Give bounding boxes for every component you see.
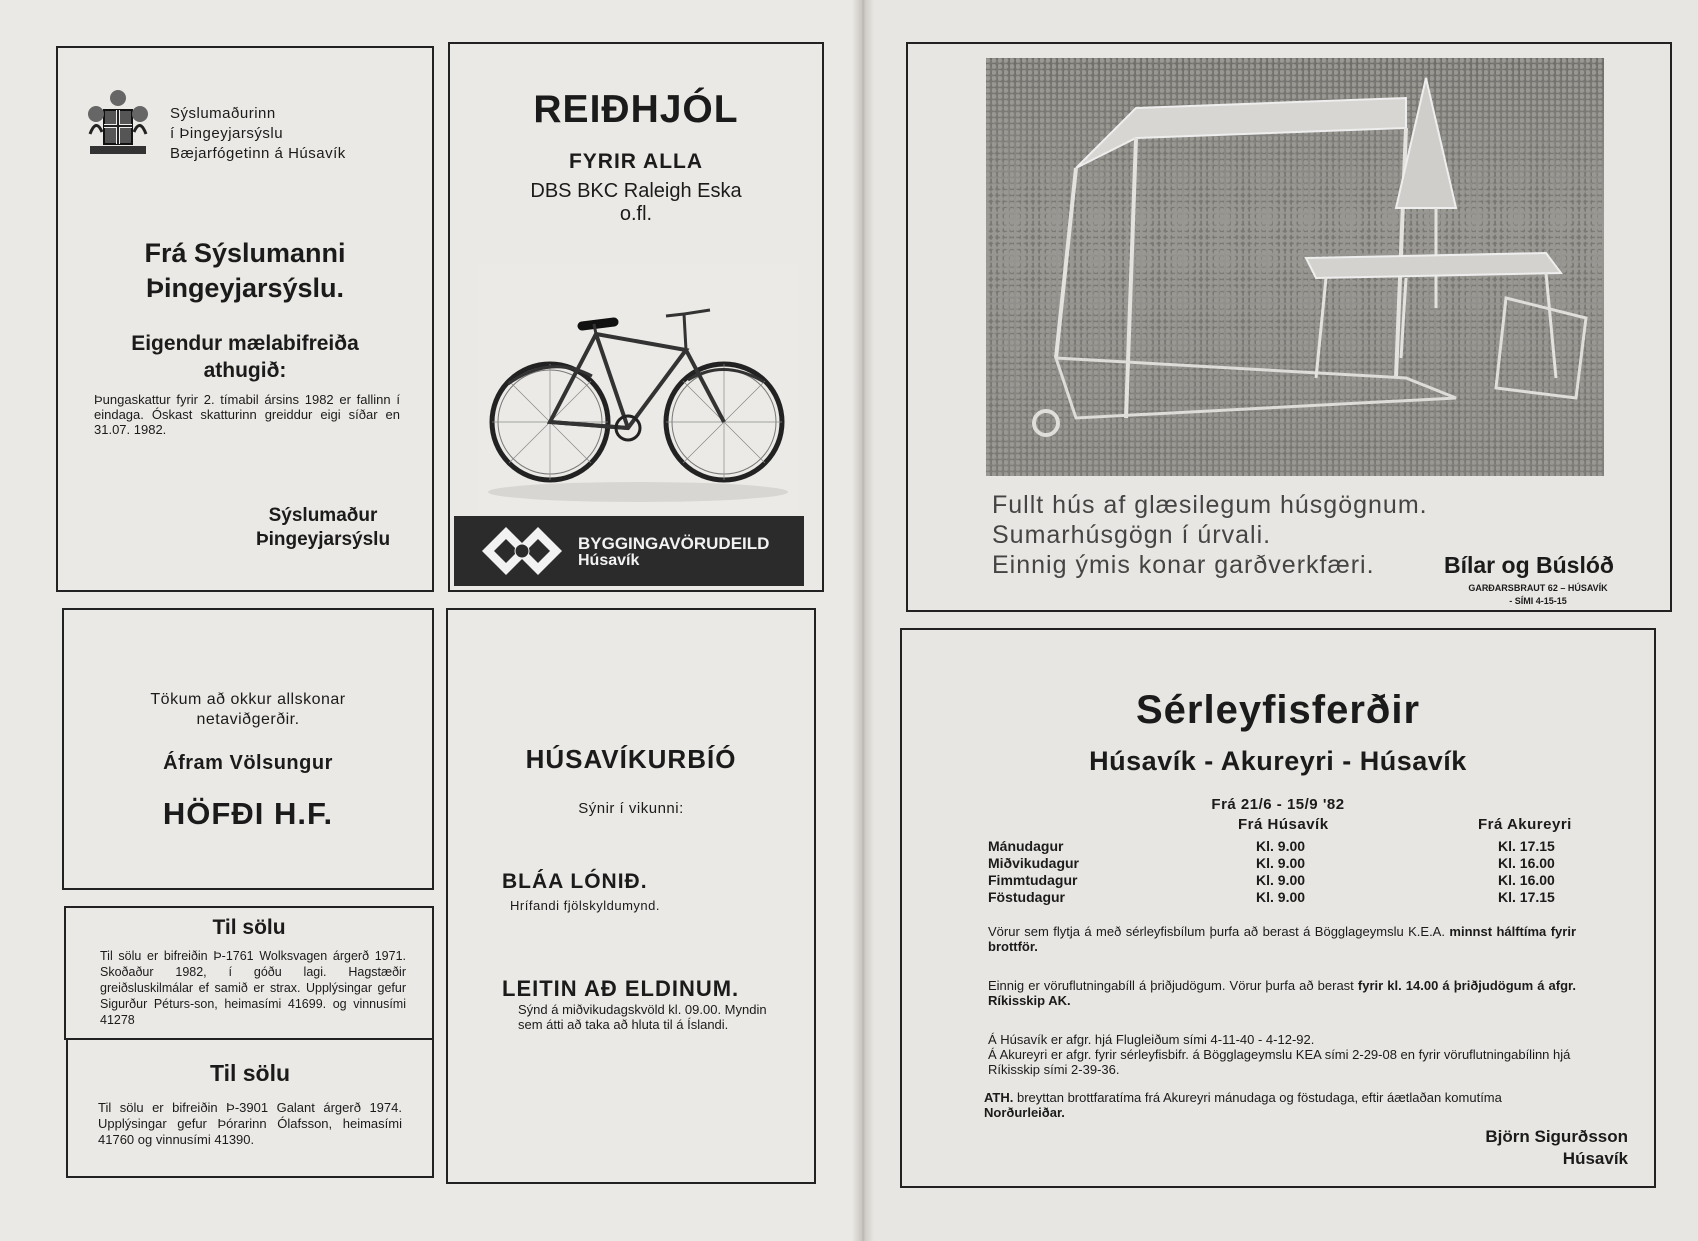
- paragraph-emphasis: fyrir kl. 14.00 á þriðjudögum á afgr. Ríkisskip AK.: [988, 978, 1576, 1008]
- serleyfi-paragraph-1: [988, 924, 1576, 954]
- bicycle-brands: [450, 180, 822, 226]
- bicycle-photo: [478, 264, 798, 514]
- paragraph-text: breyttan brottfaratíma frá Akureyri mánudaga og föstudaga, eftir áætlaðan komutíma: [1013, 1090, 1502, 1105]
- hofdi-line: netaviðgerðir.: [196, 711, 300, 728]
- hofdi-line: Tökum að okkur allskonar: [150, 691, 346, 708]
- akureyri-time-cell: Kl. 16.00: [1498, 855, 1555, 871]
- subtitle-line: Eigendur mælabifreiða: [131, 332, 359, 355]
- paragraph-text: Vörur sem flytja á með sérleyfisbílum þurfa að berast á Bögglageymslu K.E.A.: [988, 924, 1450, 939]
- serleyfi-route: Húsavík - Akureyri - Húsavík: [1089, 746, 1467, 776]
- bilar-line: Einnig ýmis konar garðverkfæri.: [992, 551, 1375, 579]
- akureyri-time-cell: Kl. 17.15: [1498, 889, 1555, 905]
- title-line: Frá Sýslumanni: [144, 238, 346, 268]
- til-solu-ad-1: [64, 906, 434, 1040]
- office-header: [170, 104, 346, 164]
- husavik-time-cell: Kl. 9.00: [1256, 889, 1306, 905]
- bilar-address: GARÐARSBRAUT 62 – HÚSAVÍK: [1468, 583, 1608, 593]
- film-2-description: Sýnd á miðvikudagskvöld kl. 09.00. Myndin sem átti að taka að hluta til á Íslandi.: [518, 1002, 767, 1032]
- office-header-line: Bæjarfógetinn á Húsavík: [170, 145, 346, 162]
- til-solu-title: Til sölu: [209, 1060, 291, 1086]
- department-town: Húsavík: [578, 552, 640, 569]
- signature-town: Húsavík: [1562, 1149, 1628, 1168]
- signature-line: Þingeyjarsýslu: [255, 529, 391, 550]
- syslumadur-subtitle: [58, 330, 432, 384]
- reidhjol-title: REIÐHJÓL: [533, 88, 739, 131]
- subtitle-line: athugið:: [203, 359, 287, 382]
- serleyfi-title: Sérleyfisferðir: [1135, 688, 1421, 732]
- bus-schedule-table: [988, 838, 1555, 906]
- husavikurbio-ad: [446, 608, 816, 1184]
- bilar-line: Fullt hús af glæsilegum húsgögnum.: [992, 491, 1428, 519]
- til-solu-title: Til sölu: [212, 916, 286, 939]
- husavik-time-cell: Kl. 9.00: [1256, 855, 1306, 871]
- signature-name: Björn Sigurðsson: [1485, 1127, 1628, 1146]
- reidhjol-ad: [448, 42, 824, 592]
- day-cell: Fimmtudagur: [988, 872, 1078, 888]
- paragraph-emphasis: minnst hálftíma fyrir brottför.: [988, 924, 1577, 954]
- office-header-line: í Þingeyjarsýslu: [170, 125, 284, 142]
- signature-line: Sýslumaður: [268, 505, 378, 526]
- hofdi-text: [64, 690, 432, 730]
- paragraph-text: Einnig er vöruflutningabíll á þriðjudögum. Vörur þurfa að berast: [988, 978, 1358, 993]
- til-solu-body: Til sölu er bifreiðin Þ-3901 Galant árgerð 1974. Upplýsingar gefur Þórarinn Ólafsson, heimasími 41760 og vinnusími 41390.: [98, 1100, 402, 1147]
- column-from-akureyri: Frá Akureyri: [1478, 816, 1572, 833]
- schedule-row: [988, 889, 1555, 906]
- film-1-description: Hrífandi fjölskyldumynd.: [510, 898, 660, 913]
- serleyfisferdir-ad: [900, 628, 1656, 1188]
- bilar-line: Sumarhúsgögn í úrvali.: [992, 521, 1272, 549]
- serleyfi-paragraph-4: [984, 1090, 1576, 1120]
- page-gutter: [852, 0, 874, 1241]
- garden-furniture-photo: [986, 58, 1604, 476]
- bilar-text: [992, 490, 1428, 580]
- paragraph-line: Á Akureyri er afgr. fyrir sérleyfisbifr. á Bögglageymslu KEA sími 2-29-08 en fyrir vöruflutningabílinn hjá Ríkisskip sími 2-39-36.: [988, 1047, 1571, 1077]
- syslumadur-signature: [218, 504, 428, 552]
- paragraph-line: Á Húsavík er afgr. hjá Flugleiðum sími 4-11-40 - 4-12-92.: [988, 1032, 1315, 1047]
- bilar-phone: - SÍMI 4-15-15: [1509, 596, 1567, 606]
- cinema-intro: Sýnir í vikunni:: [578, 800, 684, 817]
- bilar-company: Bílar og Búslóð: [1444, 552, 1614, 578]
- serleyfi-paragraph-2: [988, 978, 1576, 1008]
- brands-line: o.fl.: [619, 203, 653, 225]
- bilar-contact: [1428, 582, 1648, 608]
- serleyfi-period: Frá 21/6 - 15/9 '82: [1211, 796, 1345, 813]
- schedule-row: [988, 838, 1555, 855]
- syslumadur-ad: [56, 46, 434, 592]
- day-cell: Mánudagur: [988, 838, 1064, 854]
- til-solu-body: Til sölu er bifreiðin Þ-1761 Wolksvagen árgerð 1971. Skoðaður 1982, í góðu lagi. Hagstæðir greiðsluskilmálar ef samið er strax. Upplýsingar gefur Sigurður Péturs-son, heimasími 41699. og vinnusími 41278: [100, 949, 406, 1027]
- serleyfi-signature: [1485, 1126, 1628, 1170]
- film-2-title: LEITIN AÐ ELDINUM.: [502, 976, 740, 1001]
- schedule-row: [988, 855, 1555, 872]
- title-line: Þingeyjarsýslu.: [145, 273, 345, 303]
- husavik-time-cell: Kl. 9.00: [1256, 872, 1306, 888]
- day-cell: Miðvikudagur: [988, 855, 1080, 871]
- kb-building-department-logo: [454, 516, 804, 586]
- reidhjol-subtitle: FYRIR ALLA: [568, 150, 704, 173]
- kb-emblem-icon: [480, 524, 564, 578]
- hofdi-ad: [62, 608, 434, 890]
- brands-line: DBS BKC Raleigh Eska: [530, 180, 742, 202]
- syslumadur-title: [58, 236, 432, 306]
- department-name: BYGGINGAVÖRUDEILD: [578, 534, 770, 553]
- bilar-ad: [906, 42, 1672, 612]
- hofdi-company: HÖFÐI H.F.: [162, 796, 334, 831]
- husavik-time-cell: Kl. 9.00: [1256, 838, 1306, 854]
- syslumadur-notice: Þungaskattur fyrir 2. tímabil ársins 1982 er fallinn í eindaga. Óskast skatturinn greiddur eigi síðar en 31.07. 1982.: [94, 392, 400, 437]
- akureyri-time-cell: Kl. 17.15: [1498, 838, 1555, 854]
- schedule-row: [988, 872, 1555, 889]
- paragraph-label: ATH.: [984, 1090, 1014, 1105]
- til-solu-ad-2: [66, 1038, 434, 1178]
- akureyri-time-cell: Kl. 16.00: [1498, 872, 1555, 888]
- coat-of-arms-logo: [86, 88, 150, 162]
- office-header-line: Sýslumaðurinn: [170, 105, 276, 122]
- column-from-husavik: Frá Húsavík: [1238, 816, 1329, 833]
- cinema-title: HÚSAVÍKURBÍÓ: [525, 744, 737, 774]
- hofdi-slogan: Áfram Völsungur: [163, 752, 333, 774]
- film-1-title: BLÁA LÓNIÐ.: [502, 870, 648, 893]
- paragraph-emphasis: Norðurleiðar.: [984, 1105, 1065, 1120]
- day-cell: Föstudagur: [988, 889, 1065, 905]
- serleyfi-paragraph-3: [988, 1032, 1576, 1077]
